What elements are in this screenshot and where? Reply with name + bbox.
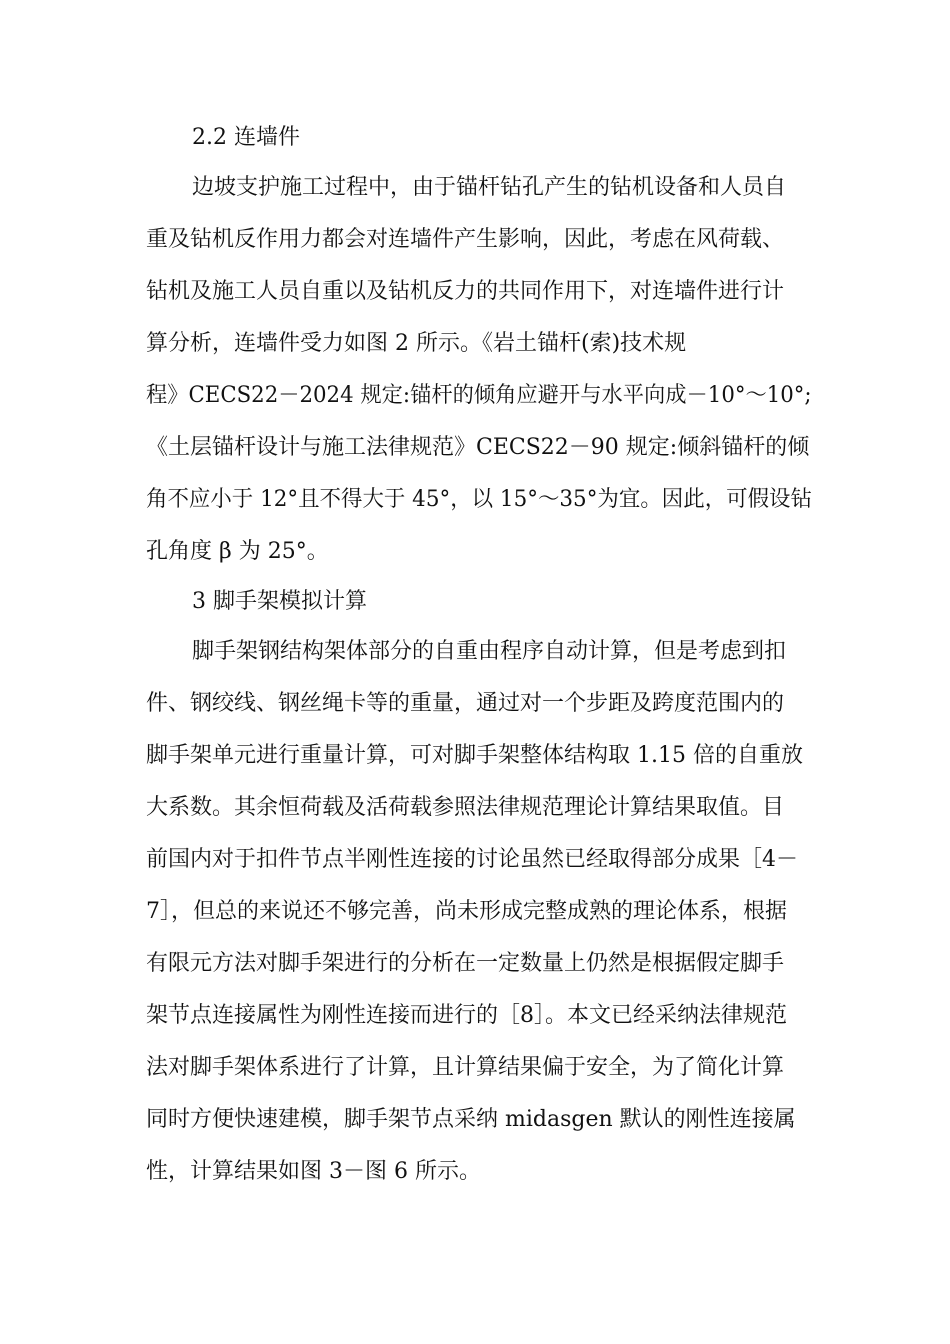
paragraph-line: 角不应小于 12°且不得大于 45°，以 15°～35°为宜。因此，可假设钻 (146, 487, 812, 512)
paragraph-line: 孔角度 β 为 25°。 (146, 539, 329, 564)
section-heading: 2.2 连墙件 (192, 125, 300, 150)
paragraph-line: 架节点连接属性为刚性连接而进行的［8］。本文已经采纳法律规范 (146, 1003, 787, 1028)
paragraph-line: 件、钢绞线、钢丝绳卡等的重量，通过对一个步距及跨度范围内的 (146, 691, 785, 716)
paragraph-line: 脚手架钢结构架体部分的自重由程序自动计算，但是考虑到扣 (192, 639, 787, 664)
paragraph-line: 前国内对于扣件节点半刚性连接的讨论虽然已经取得部分成果［4－ (146, 847, 798, 872)
section-heading: 3 脚手架模拟计算 (192, 589, 367, 614)
paragraph-line: 程》CECS22－2024 规定:锚杆的倾角应避开与水平向成－10°～10°; (146, 383, 812, 408)
paragraph-line: 大系数。其余恒荷载及活荷载参照法律规范理论计算结果取值。目 (146, 795, 785, 820)
paragraph-line: 算分析，连墙件受力如图 2 所示。《岩土锚杆(索)技术规 (146, 331, 687, 356)
paragraph-line: 7］，但总的来说还不够完善，尚未形成完整成熟的理论体系，根据 (146, 899, 787, 924)
paragraph-line: 同时方便快速建模，脚手架节点采纳 midasgen 默认的刚性连接属 (146, 1107, 796, 1132)
paragraph-line: 边坡支护施工过程中，由于锚杆钻孔产生的钻机设备和人员自 (192, 175, 787, 200)
paragraph-line: 有限元方法对脚手架进行的分析在一定数量上仍然是根据假定脚手 (146, 951, 785, 976)
paragraph-line: 法对脚手架体系进行了计算，且计算结果偏于安全，为了简化计算 (146, 1055, 785, 1080)
paragraph-line: 钻机及施工人员自重以及钻机反力的共同作用下，对连墙件进行计 (146, 279, 785, 304)
paragraph-line: 《土层锚杆设计与施工法律规范》CECS22－90 规定:倾斜锚杆的倾 (146, 435, 810, 460)
paragraph-line: 脚手架单元进行重量计算，可对脚手架整体结构取 1.15 倍的自重放 (146, 743, 803, 768)
paragraph-line: 性，计算结果如图 3－图 6 所示。 (146, 1159, 481, 1184)
paragraph-line: 重及钻机反作用力都会对连墙件产生影响，因此，考虑在风荷载、 (146, 227, 785, 252)
